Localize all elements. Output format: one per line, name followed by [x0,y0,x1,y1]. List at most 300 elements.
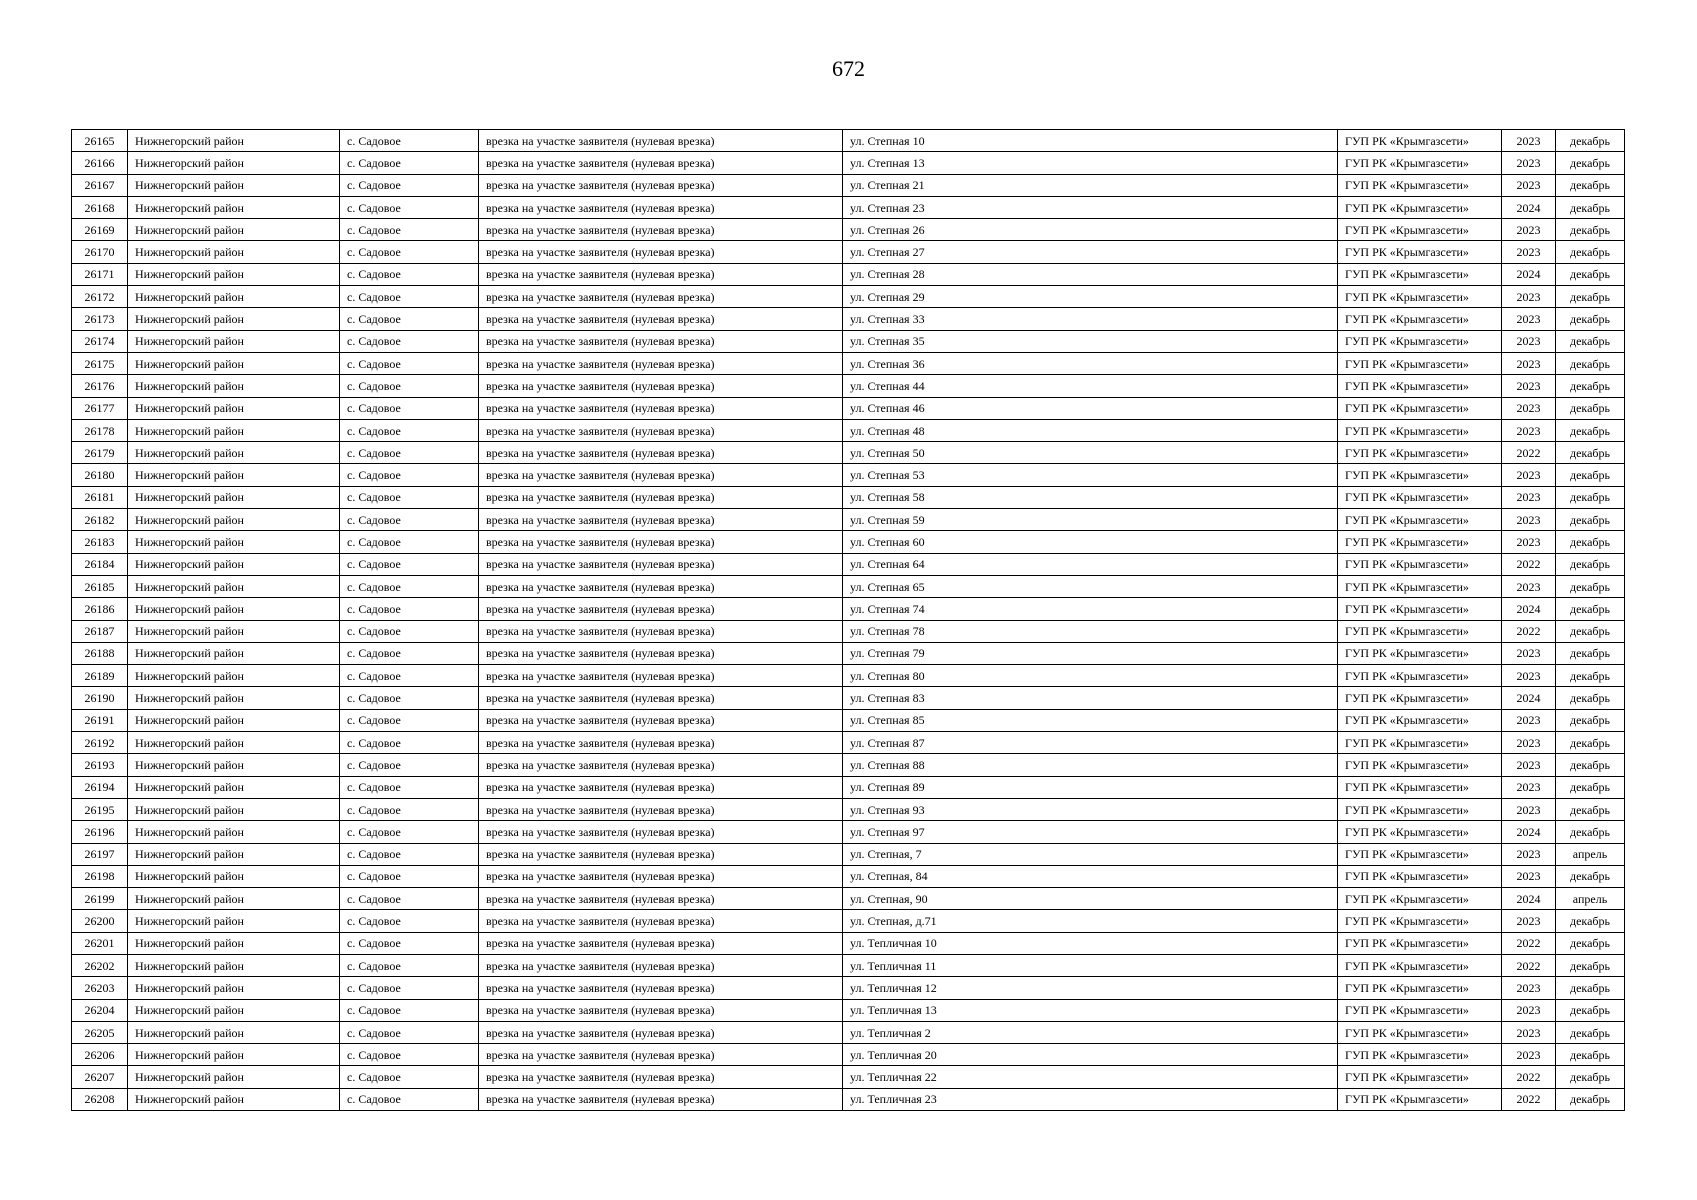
table-row [72,754,1625,776]
table-row [72,531,1625,553]
cell-year: 2022 [1502,1066,1556,1088]
cell-month: декабрь [1556,932,1625,954]
cell-work-type: врезка на участке заявителя (нулевая врезка) [479,687,843,709]
cell-organization: ГУП РК «Крымгазсети» [1338,1066,1502,1088]
cell-year: 2023 [1502,732,1556,754]
table-row [72,308,1625,330]
cell-address: ул. Тепличная 10 [843,932,1338,954]
cell-year: 2023 [1502,1021,1556,1043]
cell-work-type: врезка на участке заявителя (нулевая врезка) [479,865,843,887]
cell-organization: ГУП РК «Крымгазсети» [1338,910,1502,932]
table-row [72,1088,1625,1110]
cell-district: Нижнегорский район [128,375,340,397]
cell-district: Нижнегорский район [128,709,340,731]
cell-address: ул. Степная 48 [843,419,1338,441]
cell-month: декабрь [1556,509,1625,531]
cell-number: 26171 [72,263,128,285]
cell-month: декабрь [1556,174,1625,196]
cell-settlement: с. Садовое [340,464,479,486]
cell-number: 26183 [72,531,128,553]
cell-month: декабрь [1556,821,1625,843]
cell-month: декабрь [1556,776,1625,798]
cell-settlement: с. Садовое [340,776,479,798]
cell-settlement: с. Садовое [340,598,479,620]
cell-work-type: врезка на участке заявителя (нулевая врезка) [479,598,843,620]
cell-work-type: врезка на участке заявителя (нулевая врезка) [479,263,843,285]
cell-address: ул. Степная 44 [843,375,1338,397]
table-row [72,843,1625,865]
cell-settlement: с. Садовое [340,263,479,285]
cell-month: декабрь [1556,709,1625,731]
cell-district: Нижнегорский район [128,308,340,330]
table-row [72,241,1625,263]
cell-district: Нижнегорский район [128,219,340,241]
cell-number: 26208 [72,1088,128,1110]
cell-settlement: с. Садовое [340,687,479,709]
cell-number: 26187 [72,620,128,642]
cell-settlement: с. Садовое [340,709,479,731]
cell-district: Нижнегорский район [128,352,340,374]
cell-organization: ГУП РК «Крымгазсети» [1338,687,1502,709]
cell-number: 26199 [72,888,128,910]
cell-district: Нижнегорский район [128,687,340,709]
cell-organization: ГУП РК «Крымгазсети» [1338,642,1502,664]
cell-work-type: врезка на участке заявителя (нулевая врезка) [479,754,843,776]
cell-year: 2023 [1502,152,1556,174]
cell-year: 2023 [1502,241,1556,263]
cell-organization: ГУП РК «Крымгазсети» [1338,263,1502,285]
cell-month: декабрь [1556,687,1625,709]
cell-settlement: с. Садовое [340,977,479,999]
cell-work-type: врезка на участке заявителя (нулевая врезка) [479,776,843,798]
cell-work-type: врезка на участке заявителя (нулевая врезка) [479,330,843,352]
cell-number: 26176 [72,375,128,397]
cell-month: декабрь [1556,419,1625,441]
cell-district: Нижнегорский район [128,152,340,174]
cell-number: 26182 [72,509,128,531]
table-row [72,174,1625,196]
cell-organization: ГУП РК «Крымгазсети» [1338,286,1502,308]
cell-district: Нижнегорский район [128,888,340,910]
cell-district: Нижнегорский район [128,642,340,664]
cell-organization: ГУП РК «Крымгазсети» [1338,375,1502,397]
cell-organization: ГУП РК «Крымгазсети» [1338,241,1502,263]
cell-district: Нижнегорский район [128,442,340,464]
cell-number: 26197 [72,843,128,865]
cell-settlement: с. Садовое [340,620,479,642]
cell-work-type: врезка на участке заявителя (нулевая врезка) [479,375,843,397]
cell-district: Нижнегорский район [128,1044,340,1066]
table-row [72,598,1625,620]
cell-work-type: врезка на участке заявителя (нулевая врезка) [479,442,843,464]
table-row [72,442,1625,464]
cell-year: 2023 [1502,286,1556,308]
cell-settlement: с. Садовое [340,352,479,374]
cell-address: ул. Степная 93 [843,798,1338,820]
cell-number: 26184 [72,553,128,575]
cell-month: декабрь [1556,977,1625,999]
cell-address: ул. Степная 36 [843,352,1338,374]
cell-year: 2023 [1502,642,1556,664]
cell-district: Нижнегорский район [128,754,340,776]
registry-table [71,129,1625,1111]
cell-month: декабрь [1556,999,1625,1021]
cell-organization: ГУП РК «Крымгазсети» [1338,509,1502,531]
cell-address: ул. Степная 10 [843,130,1338,152]
cell-month: декабрь [1556,219,1625,241]
cell-organization: ГУП РК «Крымгазсети» [1338,330,1502,352]
cell-address: ул. Степная 13 [843,152,1338,174]
cell-year: 2024 [1502,687,1556,709]
cell-organization: ГУП РК «Крымгазсети» [1338,620,1502,642]
cell-year: 2023 [1502,397,1556,419]
cell-district: Нижнегорский район [128,598,340,620]
cell-settlement: с. Садовое [340,397,479,419]
cell-year: 2023 [1502,977,1556,999]
cell-month: декабрь [1556,397,1625,419]
cell-settlement: с. Садовое [340,509,479,531]
cell-year: 2022 [1502,553,1556,575]
cell-organization: ГУП РК «Крымгазсети» [1338,843,1502,865]
cell-year: 2023 [1502,130,1556,152]
cell-organization: ГУП РК «Крымгазсети» [1338,888,1502,910]
cell-year: 2022 [1502,620,1556,642]
table-row [72,910,1625,932]
cell-work-type: врезка на участке заявителя (нулевая врезка) [479,709,843,731]
cell-district: Нижнегорский район [128,821,340,843]
cell-work-type: врезка на участке заявителя (нулевая врезка) [479,486,843,508]
cell-district: Нижнегорский район [128,1066,340,1088]
table-row [72,665,1625,687]
cell-number: 26203 [72,977,128,999]
cell-address: ул. Тепличная 20 [843,1044,1338,1066]
cell-address: ул. Степная 33 [843,308,1338,330]
cell-work-type: врезка на участке заявителя (нулевая врезка) [479,954,843,976]
table-row [72,642,1625,664]
table-row [72,687,1625,709]
cell-number: 26189 [72,665,128,687]
cell-settlement: с. Садовое [340,442,479,464]
cell-number: 26177 [72,397,128,419]
cell-settlement: с. Садовое [340,531,479,553]
cell-organization: ГУП РК «Крымгазсети» [1338,531,1502,553]
cell-organization: ГУП РК «Крымгазсети» [1338,999,1502,1021]
cell-number: 26185 [72,575,128,597]
cell-district: Нижнегорский район [128,999,340,1021]
cell-settlement: с. Садовое [340,330,479,352]
cell-number: 26180 [72,464,128,486]
cell-year: 2023 [1502,509,1556,531]
cell-month: декабрь [1556,486,1625,508]
cell-number: 26174 [72,330,128,352]
cell-number: 26188 [72,642,128,664]
cell-district: Нижнегорский район [128,196,340,218]
cell-organization: ГУП РК «Крымгазсети» [1338,932,1502,954]
cell-work-type: врезка на участке заявителя (нулевая врезка) [479,732,843,754]
cell-organization: ГУП РК «Крымгазсети» [1338,308,1502,330]
cell-month: декабрь [1556,1088,1625,1110]
cell-settlement: с. Садовое [340,174,479,196]
cell-address: ул. Степная 23 [843,196,1338,218]
cell-settlement: с. Садовое [340,932,479,954]
cell-number: 26205 [72,1021,128,1043]
cell-organization: ГУП РК «Крымгазсети» [1338,486,1502,508]
cell-address: ул. Степная 87 [843,732,1338,754]
cell-year: 2022 [1502,954,1556,976]
cell-number: 26204 [72,999,128,1021]
cell-settlement: с. Садовое [340,865,479,887]
cell-month: декабрь [1556,130,1625,152]
cell-address: ул. Степная 64 [843,553,1338,575]
cell-work-type: врезка на участке заявителя (нулевая врезка) [479,843,843,865]
cell-year: 2023 [1502,575,1556,597]
cell-settlement: с. Садовое [340,419,479,441]
cell-organization: ГУП РК «Крымгазсети» [1338,174,1502,196]
cell-organization: ГУП РК «Крымгазсети» [1338,977,1502,999]
cell-work-type: врезка на участке заявителя (нулевая врезка) [479,575,843,597]
cell-work-type: врезка на участке заявителя (нулевая врезка) [479,464,843,486]
page-number: 672 [832,56,865,81]
table-row [72,888,1625,910]
cell-work-type: врезка на участке заявителя (нулевая врезка) [479,130,843,152]
cell-work-type: врезка на участке заявителя (нулевая врезка) [479,152,843,174]
cell-year: 2022 [1502,1088,1556,1110]
cell-district: Нижнегорский район [128,954,340,976]
cell-work-type: врезка на участке заявителя (нулевая врезка) [479,1088,843,1110]
cell-district: Нижнегорский район [128,575,340,597]
cell-district: Нижнегорский район [128,932,340,954]
cell-month: декабрь [1556,665,1625,687]
cell-year: 2023 [1502,865,1556,887]
cell-month: декабрь [1556,732,1625,754]
cell-address: ул. Степная 58 [843,486,1338,508]
cell-address: ул. Степная, 84 [843,865,1338,887]
cell-district: Нижнегорский район [128,798,340,820]
cell-work-type: врезка на участке заявителя (нулевая врезка) [479,977,843,999]
cell-address: ул. Степная 28 [843,263,1338,285]
cell-work-type: врезка на участке заявителя (нулевая врезка) [479,1066,843,1088]
cell-organization: ГУП РК «Крымгазсети» [1338,709,1502,731]
cell-work-type: врезка на участке заявителя (нулевая врезка) [479,642,843,664]
cell-number: 26181 [72,486,128,508]
cell-month: декабрь [1556,531,1625,553]
cell-address: ул. Степная 53 [843,464,1338,486]
cell-district: Нижнегорский район [128,865,340,887]
cell-organization: ГУП РК «Крымгазсети» [1338,754,1502,776]
table-body [72,130,1625,1111]
cell-organization: ГУП РК «Крымгазсети» [1338,954,1502,976]
cell-number: 26170 [72,241,128,263]
cell-month: декабрь [1556,464,1625,486]
cell-settlement: с. Садовое [340,1044,479,1066]
cell-organization: ГУП РК «Крымгазсети» [1338,219,1502,241]
cell-number: 26179 [72,442,128,464]
cell-month: декабрь [1556,352,1625,374]
table-row [72,330,1625,352]
table-row [72,219,1625,241]
cell-address: ул. Тепличная 23 [843,1088,1338,1110]
cell-year: 2023 [1502,665,1556,687]
cell-settlement: с. Садовое [340,1066,479,1088]
cell-month: декабрь [1556,442,1625,464]
cell-organization: ГУП РК «Крымгазсети» [1338,1088,1502,1110]
cell-district: Нижнегорский район [128,553,340,575]
cell-organization: ГУП РК «Крымгазсети» [1338,352,1502,374]
cell-district: Нижнегорский район [128,263,340,285]
cell-work-type: врезка на участке заявителя (нулевая врезка) [479,219,843,241]
cell-month: декабрь [1556,798,1625,820]
cell-work-type: врезка на участке заявителя (нулевая врезка) [479,308,843,330]
cell-settlement: с. Садовое [340,575,479,597]
cell-number: 26190 [72,687,128,709]
cell-work-type: врезка на участке заявителя (нулевая врезка) [479,509,843,531]
cell-month: декабрь [1556,1066,1625,1088]
cell-address: ул. Тепличная 11 [843,954,1338,976]
cell-settlement: с. Садовое [340,486,479,508]
cell-work-type: врезка на участке заявителя (нулевая врезка) [479,553,843,575]
cell-address: ул. Тепличная 2 [843,1021,1338,1043]
cell-district: Нижнегорский район [128,486,340,508]
cell-organization: ГУП РК «Крымгазсети» [1338,464,1502,486]
cell-month: декабрь [1556,598,1625,620]
cell-address: ул. Степная 89 [843,776,1338,798]
cell-organization: ГУП РК «Крымгазсети» [1338,732,1502,754]
cell-work-type: врезка на участке заявителя (нулевая врезка) [479,665,843,687]
cell-work-type: врезка на участке заявителя (нулевая врезка) [479,888,843,910]
cell-number: 26178 [72,419,128,441]
cell-month: апрель [1556,888,1625,910]
cell-address: ул. Степная 26 [843,219,1338,241]
cell-number: 26196 [72,821,128,843]
cell-month: декабрь [1556,375,1625,397]
cell-address: ул. Степная 21 [843,174,1338,196]
cell-district: Нижнегорский район [128,330,340,352]
cell-year: 2023 [1502,352,1556,374]
cell-organization: ГУП РК «Крымгазсети» [1338,442,1502,464]
cell-settlement: с. Садовое [340,308,479,330]
cell-address: ул. Тепличная 12 [843,977,1338,999]
table-row [72,196,1625,218]
cell-year: 2023 [1502,754,1556,776]
table-row [72,865,1625,887]
cell-address: ул. Степная 83 [843,687,1338,709]
cell-work-type: врезка на участке заявителя (нулевая врезка) [479,999,843,1021]
cell-settlement: с. Садовое [340,954,479,976]
cell-work-type: врезка на участке заявителя (нулевая врезка) [479,932,843,954]
table-row [72,821,1625,843]
cell-year: 2023 [1502,419,1556,441]
table-row [72,798,1625,820]
cell-month: декабрь [1556,1021,1625,1043]
cell-month: декабрь [1556,575,1625,597]
cell-district: Нижнегорский район [128,732,340,754]
cell-year: 2024 [1502,196,1556,218]
table-row [72,486,1625,508]
cell-number: 26167 [72,174,128,196]
cell-district: Нижнегорский район [128,620,340,642]
cell-settlement: с. Садовое [340,241,479,263]
table-row [72,397,1625,419]
cell-month: декабрь [1556,241,1625,263]
cell-month: декабрь [1556,553,1625,575]
cell-year: 2023 [1502,375,1556,397]
cell-settlement: с. Садовое [340,196,479,218]
cell-work-type: врезка на участке заявителя (нулевая врезка) [479,419,843,441]
cell-year: 2023 [1502,531,1556,553]
cell-number: 26195 [72,798,128,820]
cell-settlement: с. Садовое [340,553,479,575]
table-row [72,1021,1625,1043]
cell-work-type: врезка на участке заявителя (нулевая врезка) [479,286,843,308]
cell-organization: ГУП РК «Крымгазсети» [1338,798,1502,820]
table-row [72,375,1625,397]
cell-district: Нижнегорский район [128,1021,340,1043]
cell-number: 26186 [72,598,128,620]
table-row [72,1066,1625,1088]
cell-month: апрель [1556,843,1625,865]
cell-district: Нижнегорский район [128,531,340,553]
cell-address: ул. Степная, 90 [843,888,1338,910]
table-row [72,352,1625,374]
cell-year: 2022 [1502,442,1556,464]
cell-number: 26200 [72,910,128,932]
table-row [72,932,1625,954]
cell-year: 2024 [1502,821,1556,843]
cell-organization: ГУП РК «Крымгазсети» [1338,821,1502,843]
cell-month: декабрь [1556,754,1625,776]
table-row [72,152,1625,174]
cell-organization: ГУП РК «Крымгазсети» [1338,196,1502,218]
cell-month: декабрь [1556,263,1625,285]
cell-year: 2023 [1502,798,1556,820]
cell-address: ул. Степная 80 [843,665,1338,687]
cell-settlement: с. Садовое [340,798,479,820]
cell-number: 26169 [72,219,128,241]
table-row [72,1044,1625,1066]
cell-year: 2024 [1502,263,1556,285]
table-row [72,575,1625,597]
table-row [72,509,1625,531]
cell-month: декабрь [1556,308,1625,330]
cell-district: Нижнегорский район [128,130,340,152]
cell-month: декабрь [1556,642,1625,664]
table-row [72,732,1625,754]
cell-address: ул. Степная 29 [843,286,1338,308]
cell-settlement: с. Садовое [340,732,479,754]
cell-year: 2023 [1502,174,1556,196]
cell-settlement: с. Садовое [340,1021,479,1043]
cell-settlement: с. Садовое [340,152,479,174]
cell-organization: ГУП РК «Крымгазсети» [1338,776,1502,798]
cell-address: ул. Степная 59 [843,509,1338,531]
table-row [72,130,1625,152]
cell-address: ул. Степная 79 [843,642,1338,664]
cell-settlement: с. Садовое [340,999,479,1021]
cell-organization: ГУП РК «Крымгазсети» [1338,1044,1502,1066]
cell-settlement: с. Садовое [340,821,479,843]
table-row [72,553,1625,575]
cell-organization: ГУП РК «Крымгазсети» [1338,1021,1502,1043]
cell-organization: ГУП РК «Крымгазсети» [1338,865,1502,887]
cell-organization: ГУП РК «Крымгазсети» [1338,397,1502,419]
cell-month: декабрь [1556,196,1625,218]
cell-month: декабрь [1556,954,1625,976]
cell-number: 26193 [72,754,128,776]
cell-district: Нижнегорский район [128,419,340,441]
cell-number: 26207 [72,1066,128,1088]
cell-settlement: с. Садовое [340,665,479,687]
cell-number: 26165 [72,130,128,152]
